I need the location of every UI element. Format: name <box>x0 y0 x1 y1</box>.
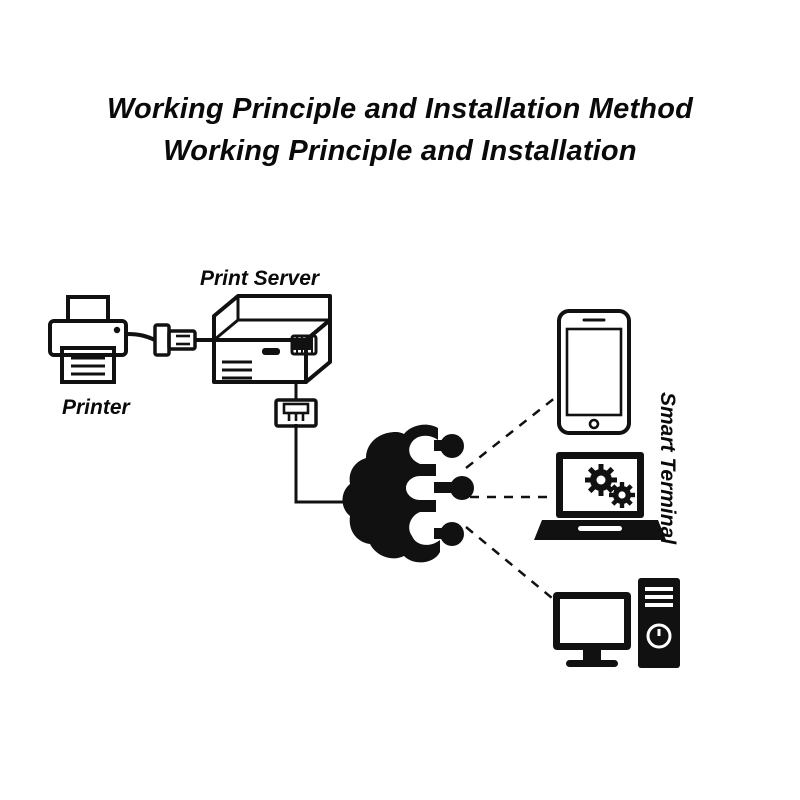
ethernet-port-icon <box>276 400 316 426</box>
print-server-label: Print Server <box>200 267 320 290</box>
usb-cable-icon <box>126 325 212 355</box>
print-server-icon <box>214 296 330 382</box>
printer-icon <box>50 297 126 382</box>
title-line-1: Working Principle and Installation Method <box>106 93 694 125</box>
connection-lines <box>296 380 556 598</box>
printer-label: Printer <box>62 396 130 419</box>
cloud-network-icon <box>343 425 475 563</box>
desktop-tower-icon <box>553 578 680 668</box>
title-line-2: Working Principle and Installation <box>163 135 637 167</box>
laptop-gears-icon <box>534 452 666 540</box>
link-cloud-to-smartphone <box>466 397 556 468</box>
smart-terminal-label: Smart Terminal <box>656 392 679 545</box>
smartphone-icon <box>559 311 629 433</box>
